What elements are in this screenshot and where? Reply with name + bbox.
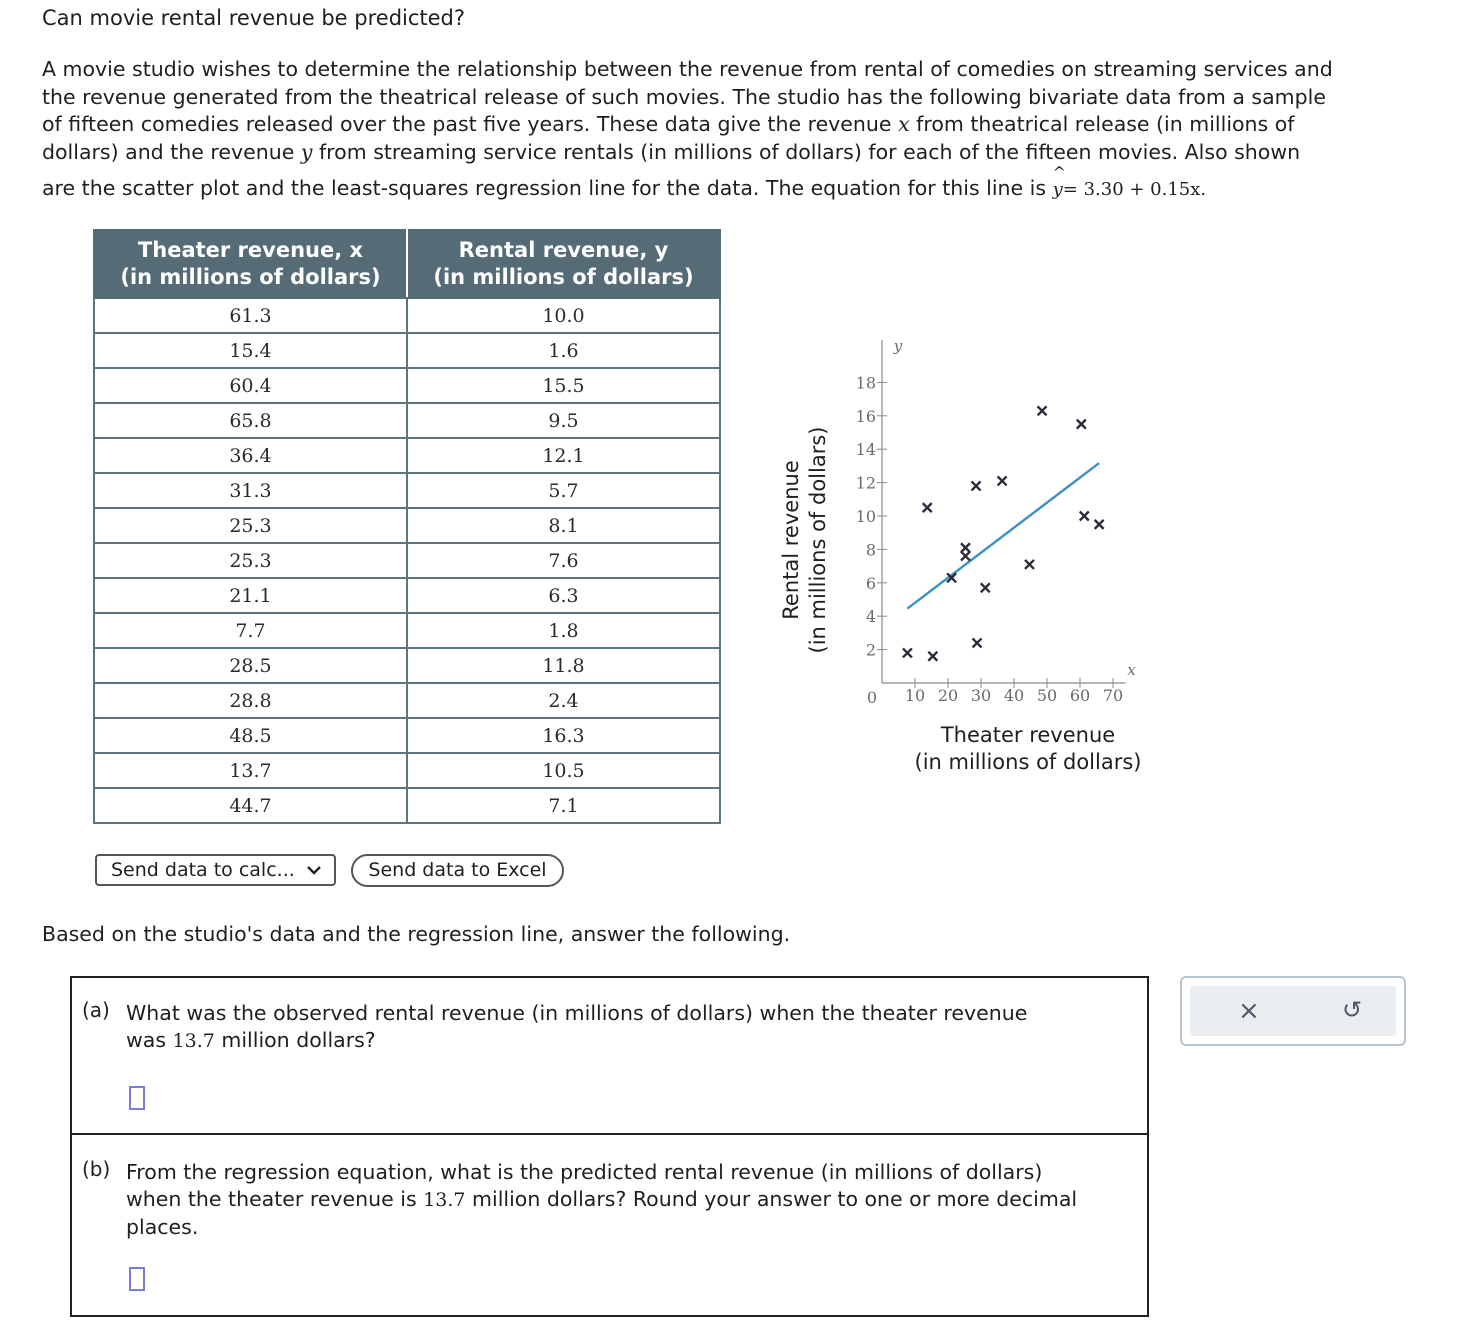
x-tick-label-70: 70 (1102, 686, 1124, 705)
y-axis-letter: y (893, 340, 903, 355)
data-point (903, 648, 912, 657)
question-a-label: (a) (82, 998, 110, 1022)
x-tick-label-10: 10 (904, 686, 926, 705)
x-axis-title-line1: Theater revenue (940, 723, 1116, 747)
table-row (94, 648, 720, 683)
data-point (1038, 406, 1047, 415)
intro-line-4: dollars) and the revenue y from streaming service rentals (in millions of dollars) for each of the fifteen movies. Also shown (42, 139, 1301, 164)
cell-rental-revenue: 8.1 (407, 508, 720, 543)
y-tick-label-10: 10 (855, 507, 876, 526)
cell-rental-revenue: 10.0 (407, 298, 720, 333)
answer-tools-panel (1180, 976, 1406, 1046)
cell-rental-revenue: 6.3 (407, 578, 720, 613)
question-a-box (70, 976, 1149, 1135)
intro-line-3: of fifteen comedies released over the past five years. These data give the revenue x from theatrical release (in millions of (42, 112, 1295, 136)
question-b-box (70, 1133, 1149, 1317)
x-tick-label-40: 40 (1003, 686, 1025, 705)
problem-intro (42, 56, 1442, 204)
question-b-text: From the regression equation, what is the predicted rental revenue (in millions of dollars) when the theater revenue is 13.7 million dollars? Round your answer to one or more decimal places. (126, 1160, 1078, 1239)
cell-rental-revenue: 9.5 (407, 403, 720, 438)
x-axis-letter: x (1127, 661, 1136, 679)
table-row (94, 578, 720, 613)
cell-rental-revenue: 5.7 (407, 473, 720, 508)
page-title: Can movie rental revenue be predicted? (42, 6, 466, 30)
y-tick-label-6: 6 (865, 573, 876, 593)
send-data-to-excel-button[interactable]: Send data to Excel (351, 854, 564, 887)
table-row (94, 543, 720, 578)
header-theater-revenue: Theater revenue, x (in millions of dollars) (94, 230, 407, 298)
regression-line (907, 463, 1099, 609)
data-point (1077, 420, 1086, 429)
data-point (1080, 512, 1089, 521)
data-point (1025, 560, 1034, 569)
answer-a-input[interactable] (129, 1086, 145, 1110)
data-table (93, 229, 721, 824)
cell-theater-revenue: 7.7 (94, 613, 407, 648)
cell-theater-revenue: 61.3 (94, 298, 407, 333)
table-row (94, 438, 720, 473)
data-point (973, 638, 982, 647)
cell-rental-revenue: 15.5 (407, 368, 720, 403)
data-point (972, 481, 981, 490)
table-row (94, 788, 720, 823)
cell-rental-revenue: 7.6 (407, 543, 720, 578)
table-row (94, 718, 720, 753)
x-axis-title-line2: (in millions of dollars) (914, 750, 1142, 774)
cell-theater-revenue: 13.7 (94, 753, 407, 788)
cell-theater-revenue: 48.5 (94, 718, 407, 753)
cell-rental-revenue: 1.8 (407, 613, 720, 648)
data-point (981, 583, 990, 592)
question-b-label: (b) (82, 1157, 111, 1181)
cell-theater-revenue: 28.8 (94, 683, 407, 718)
y-tick-label-16: 16 (855, 406, 876, 426)
origin-label: 0 (866, 688, 878, 707)
send-data-to-calc-select[interactable] (95, 854, 336, 886)
clear-answer-button[interactable]: × (1238, 996, 1260, 1026)
y-tick-label-12: 12 (855, 473, 876, 493)
y-axis-title-line1: Rental revenue (779, 460, 803, 620)
x-axis-title (900, 722, 1156, 776)
regression-equation: ^ y= 3.30 + 0.15x. (1053, 179, 1207, 200)
x-tick-label-20: 20 (937, 686, 959, 705)
x-tick-label-60: 60 (1069, 686, 1091, 705)
y-axis-title-line2: (in millions of dollars) (806, 426, 830, 654)
cell-theater-revenue: 60.4 (94, 368, 407, 403)
intro-line-5: are the scatter plot and the least-squares regression line for the data. The equation for this line is ^ y= 3.30 + 0.15x. (42, 175, 1442, 204)
send-calc-label: Send data to calc... (111, 859, 295, 881)
data-point (928, 652, 937, 661)
y-tick-label-4: 4 (865, 607, 876, 627)
table-row (94, 298, 720, 333)
table-row (94, 683, 720, 718)
y-tick-label-8: 8 (865, 540, 876, 560)
data-point (1095, 520, 1104, 529)
x-tick-label-30: 30 (970, 686, 992, 705)
y-tick-label-18: 18 (855, 373, 876, 393)
cell-theater-revenue: 65.8 (94, 403, 407, 438)
y-tick-label-14: 14 (855, 440, 876, 460)
cell-theater-revenue: 21.1 (94, 578, 407, 613)
question-a-text: What was the observed rental revenue (in millions of dollars) when the theater revenue was 13.7 million dollars? (126, 1001, 1028, 1052)
cell-theater-revenue: 15.4 (94, 333, 407, 368)
data-point (961, 552, 970, 561)
table-row (94, 473, 720, 508)
answer-b-input[interactable] (129, 1267, 145, 1291)
cell-rental-revenue: 1.6 (407, 333, 720, 368)
table-row (94, 753, 720, 788)
var-x: x (898, 112, 910, 136)
cell-rental-revenue: 16.3 (407, 718, 720, 753)
cell-theater-revenue: 25.3 (94, 508, 407, 543)
chevron-down-icon (306, 856, 322, 893)
cell-rental-revenue: 7.1 (407, 788, 720, 823)
data-point (961, 543, 970, 552)
cell-rental-revenue: 12.1 (407, 438, 720, 473)
var-y: y (300, 139, 313, 164)
intro-line-1: A movie studio wishes to determine the relationship between the revenue from rental of comedies on streaming services and (42, 57, 1333, 81)
data-point (923, 503, 932, 512)
data-point (998, 476, 1007, 485)
cell-theater-revenue: 31.3 (94, 473, 407, 508)
y-tick-label-2: 2 (865, 640, 876, 660)
table-row (94, 333, 720, 368)
table-row (94, 368, 720, 403)
header-rental-revenue: Rental revenue, y (in millions of dollars) (407, 230, 720, 298)
table-row (94, 613, 720, 648)
cell-rental-revenue: 11.8 (407, 648, 720, 683)
cell-theater-revenue: 36.4 (94, 438, 407, 473)
table-row (94, 403, 720, 438)
cell-rental-revenue: 10.5 (407, 753, 720, 788)
cell-rental-revenue: 2.4 (407, 683, 720, 718)
x-tick-label-50: 50 (1036, 686, 1058, 705)
intro-line-2: the revenue generated from the theatrical release of such movies. The studio has the following bivariate data from a sample (42, 84, 1326, 109)
undo-button[interactable]: ↺ (1342, 996, 1363, 1024)
y-axis-title (778, 420, 838, 660)
cell-theater-revenue: 25.3 (94, 543, 407, 578)
instructions-text: Based on the studio's data and the regression line, answer the following. (42, 922, 791, 946)
cell-theater-revenue: 44.7 (94, 788, 407, 823)
table-row (94, 508, 720, 543)
cell-theater-revenue: 28.5 (94, 648, 407, 683)
